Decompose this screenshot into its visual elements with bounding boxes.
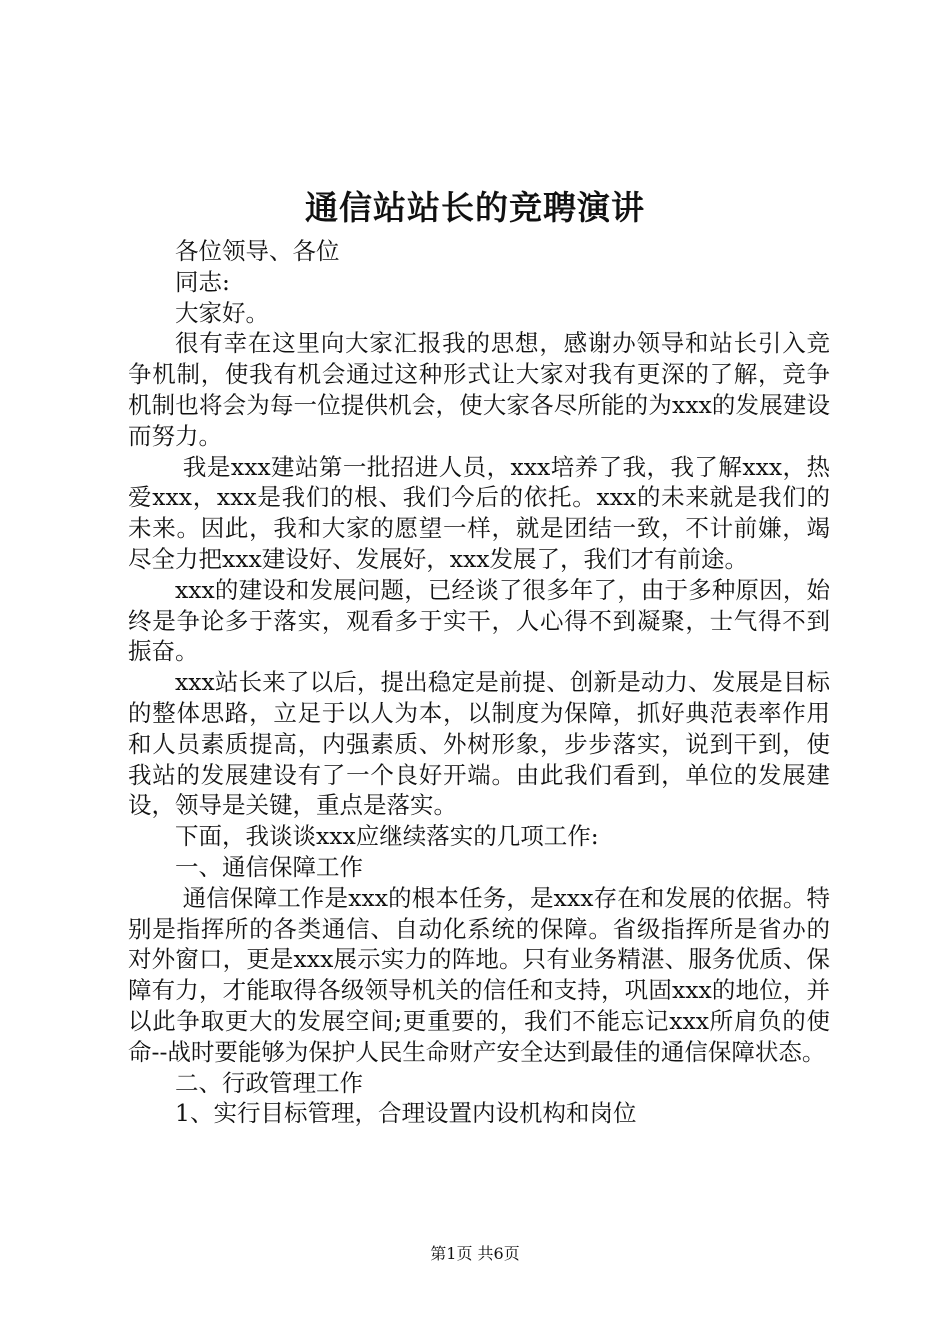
paragraph-salutation-2: 同志: xyxy=(175,267,230,296)
paragraph-greeting: 大家好。 xyxy=(175,298,269,327)
document-title: 通信站站长的竞聘演讲 xyxy=(305,188,645,227)
section-heading-administration: 二、行政管理工作 xyxy=(175,1068,363,1097)
paragraph-communications: 通信保障工作是xxx的根本任务，是xxx存在和发展的依据。特别是指挥所的各类通信、自动化系统的保障。省级指挥所是省办的对外窗口，更是xxx展示实力的阵地。只有业务精湛、服务优质、保障有力，才能取得各级领导机关的信任和支持，巩固xxx的地位，并以此争取更大的发展空间;更重要的，我们不能忘记xxx所肩负的使命--战时要能够为保护人民生命财产安全达到最佳的通信保障状态。 xyxy=(128,883,830,1066)
paragraph-target-management: 1、实行目标管理，合理设置内设机构和岗位 xyxy=(175,1099,637,1128)
paragraph-leadership: xxx站长来了以后，提出稳定是前提、创新是动力、发展是目标的整体思路，立足于以人为本，以制度为保障，抓好典范表率作用和人员素质提高，内强素质、外树形象，步步落实，说到干到，使我站的发展建设有了一个良好开端。由此我们看到，单位的发展建设，领导是关键，重点是落实。 xyxy=(128,668,830,820)
paragraph-agenda: 下面，我谈谈xxx应继续落实的几项工作: xyxy=(175,822,599,851)
document-body xyxy=(128,236,830,1129)
paragraph-background: 我是xxx建站第一批招进人员，xxx培养了我，我了解xxx，热爱xxx，xxx是我们的根、我们今后的依托。xxx的未来就是我们的未来。因此，我和大家的愿望一样，就是团结一致，不计前嫌，竭尽全力把xxx建设好、发展好，xxx发展了，我们才有前途。 xyxy=(128,452,830,573)
paragraph-intro: 很有幸在这里向大家汇报我的思想，感谢办领导和站长引入竞争机制，使我有机会通过这种形式让大家对我有更深的了解，竞争机制也将会为每一位提供机会，使大家各尽所能的为xxx的发展建设而努力。 xyxy=(128,329,830,450)
page-number-footer: 第1页 共6页 xyxy=(430,1244,520,1263)
section-heading-communications: 一、通信保障工作 xyxy=(175,852,363,881)
paragraph-salutation-1: 各位领导、各位 xyxy=(175,237,340,265)
paragraph-problems: xxx的建设和发展问题，已经谈了很多年了，由于多种原因，始终是争论多于落实，观看多于实干，人心得不到凝聚，士气得不到振奋。 xyxy=(128,575,830,666)
